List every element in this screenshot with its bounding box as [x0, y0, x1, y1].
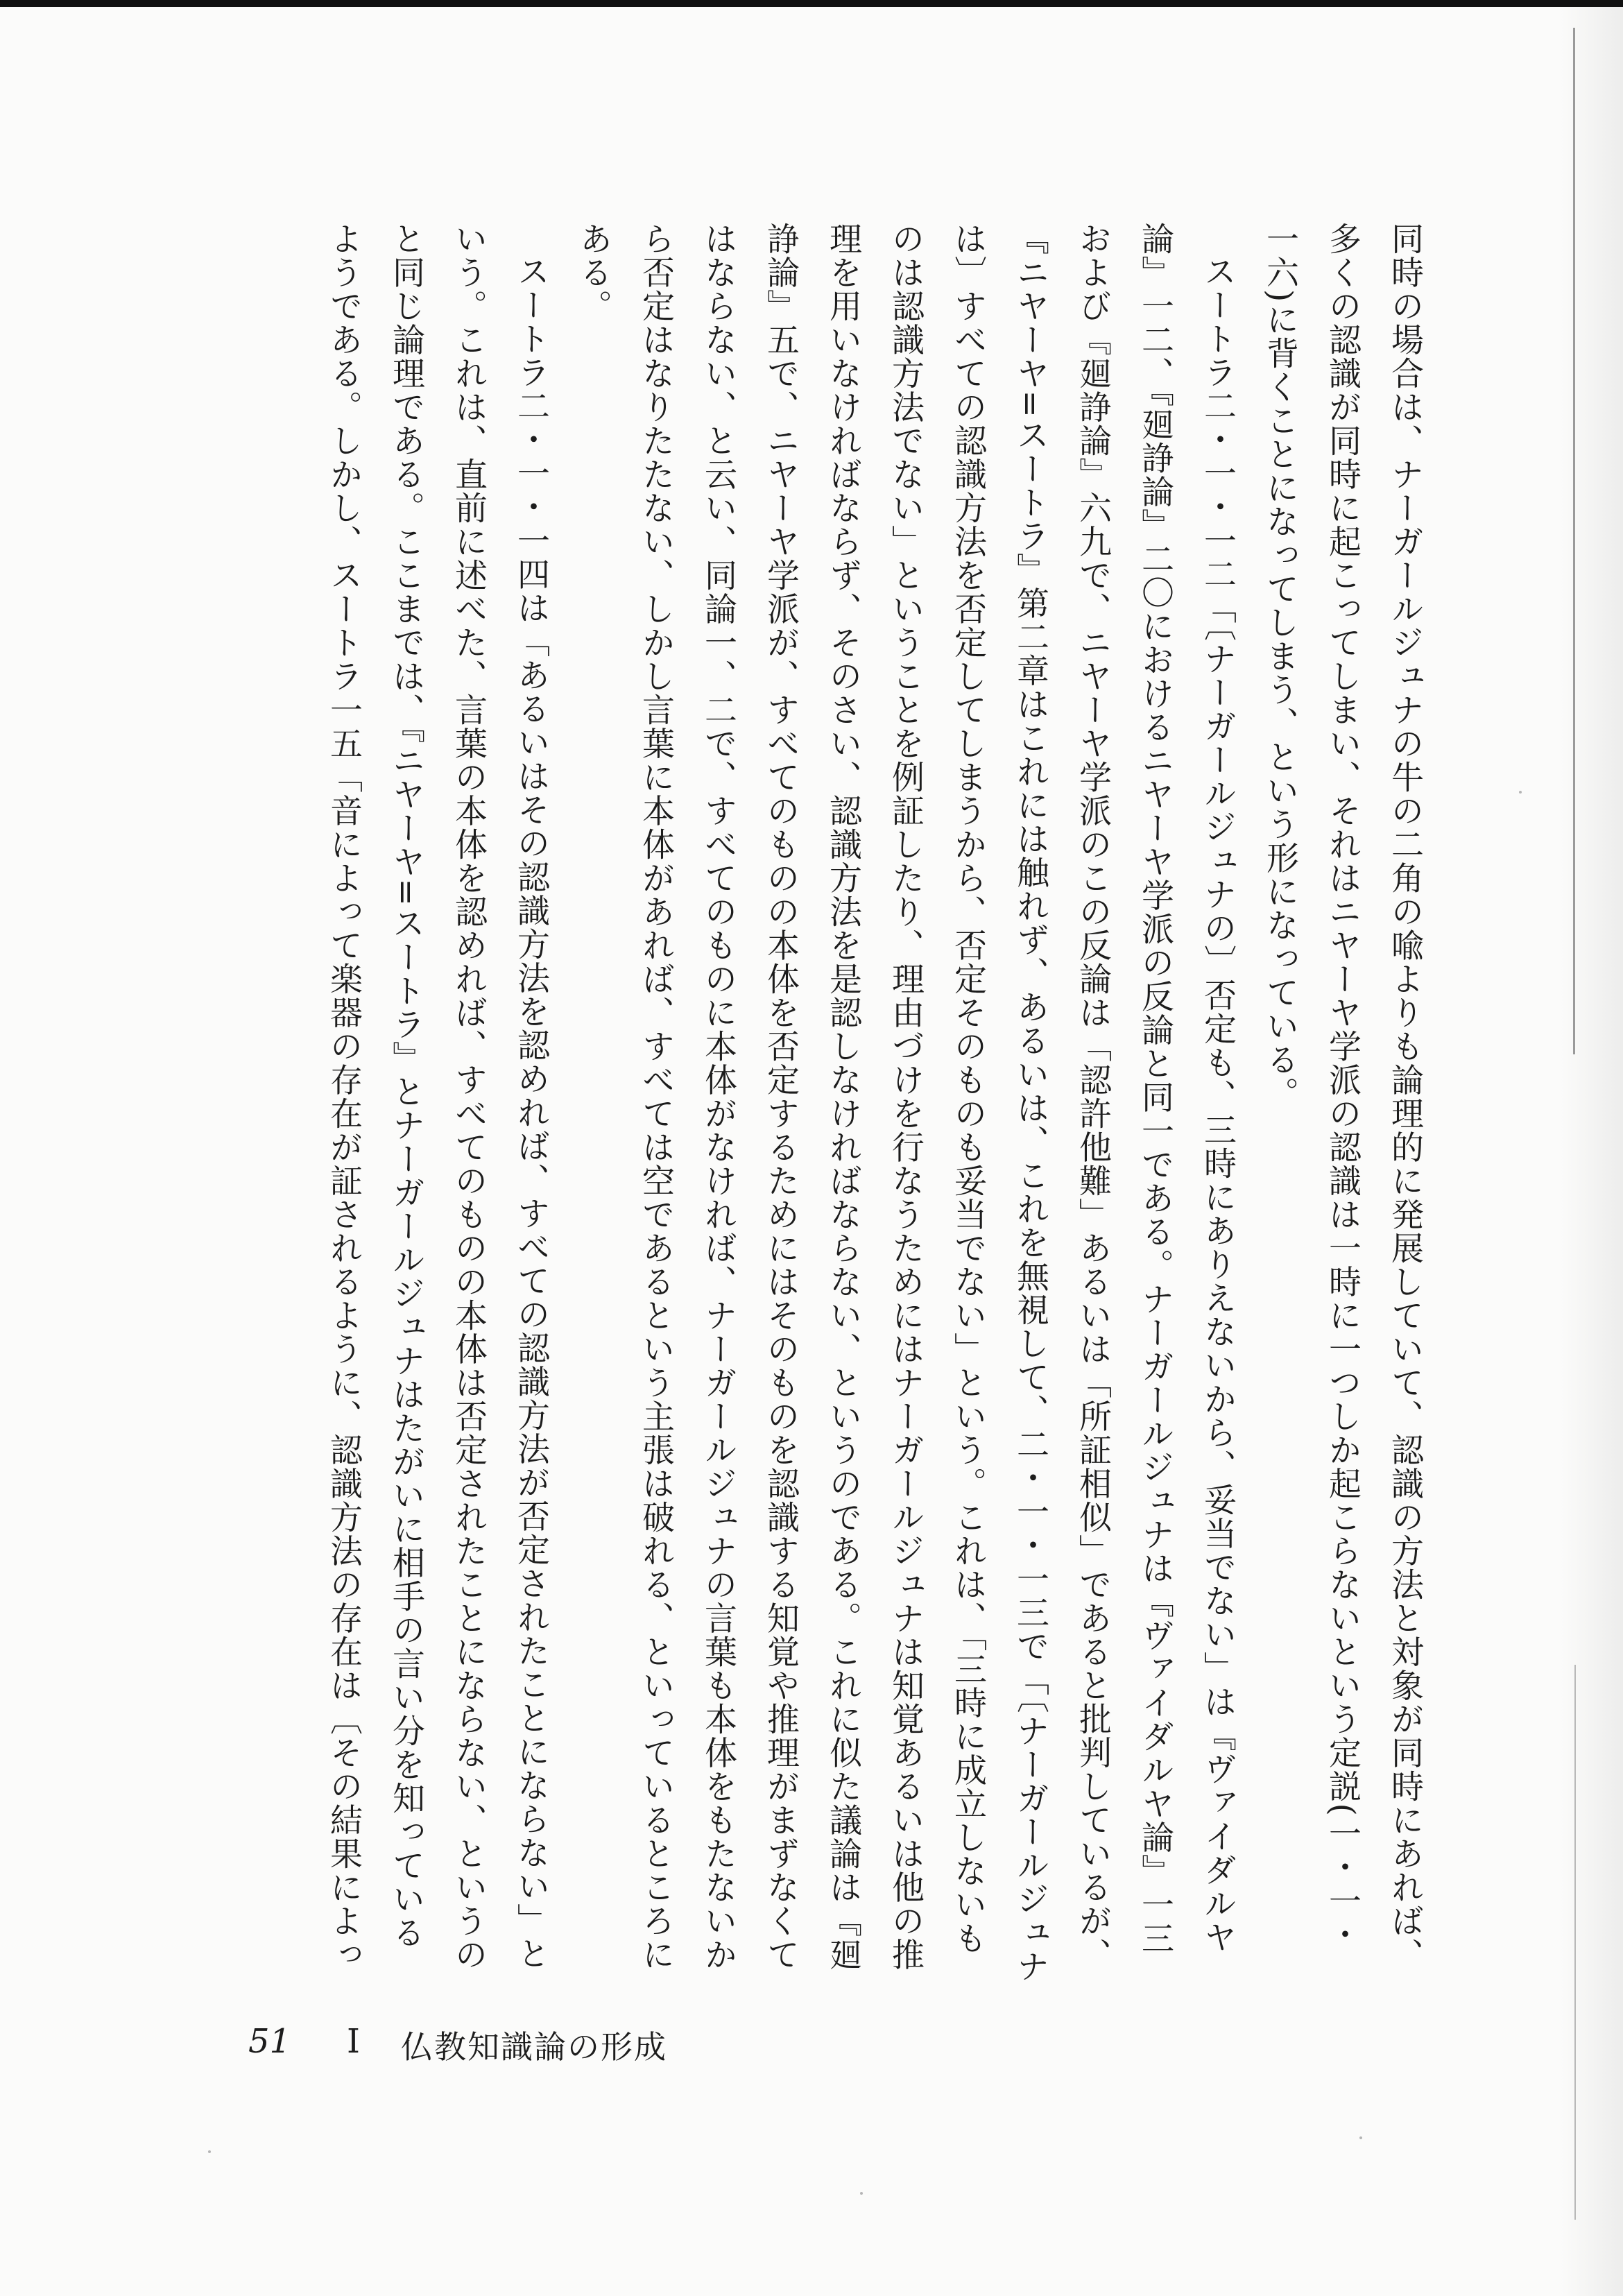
page-edge-shadow: [1561, 7, 1623, 2296]
text-column: スートラ二・一・一四は「あるいはその認識方法を認めれば、すべての認識方法が否定されたことにならない」と: [512, 255, 550, 1971]
text-column: および『廻諍論』六九で、ニヤーヤ学派のこの反論は「認許他難」あるいは「所証相似」であると批判しているが、: [1074, 222, 1112, 1971]
text-column: はならない、と云い、同論一、二で、すべてのものに本体がなければ、ナーガールジュナの言葉も本体をもたないか: [699, 222, 737, 1971]
text-column: ようである。しかし、スートラ一五「音によって楽器の存在が証されるように、認識方法の存在は〔その結果によっ: [325, 222, 363, 1971]
scan-speck: [208, 2150, 211, 2153]
text-column: 諍論』五で、ニヤーヤ学派が、すべてのものの本体を否定するためにはそのものを認識する知覚や推理がまずなくて: [762, 222, 800, 1971]
scan-speck: [1359, 2136, 1362, 2139]
text-column: のは認識方法でない」ということを例証したり、理由づけを行なうためにはナーガールジュナは知覚あるいは他の推: [886, 222, 925, 1971]
page-number: 51: [248, 2022, 291, 2061]
text-column: 理を用いなければならず、そのさい、認識方法を是認しなければならない、というのである。これに似た議論は『廻: [824, 222, 862, 1971]
text-column: ある。: [574, 222, 612, 323]
binding-line-lower: [1574, 1665, 1576, 2220]
scan-speck: [860, 2192, 863, 2195]
text-column: ら否定はなりたたない、しかし言葉に本体があれば、すべては空であるという主張は破れる、といっているところに: [637, 222, 675, 1971]
text-column: スートラ二・一・一二「〔ナーガールジュナの〕否定も、三時にありえないから、妥当でない」は『ヴァイダルヤ: [1199, 255, 1237, 1954]
scan-top-border: [0, 0, 1623, 7]
text-column: 一六)に背くことになってしまう、という形になっている。: [1261, 222, 1299, 1111]
text-column: 論』一二、『廻諍論』二〇におけるニヤーヤ学派の反論と同一である。ナーガールジュナは『ヴァイダルヤ論』一三: [1136, 222, 1174, 1955]
scan-speck: [1519, 791, 1522, 794]
text-column: 同時の場合は、ナーガールジュナの牛の二角の喩よりも論理的に発展していて、認識の方法と対象が同時にあれば、: [1386, 222, 1424, 1971]
text-column: 多くの認識が同時に起こってしまい、それはニヤーヤ学派の認識は一時に一つしか起こらないという定説(一・一・: [1323, 222, 1362, 1952]
binding-line: [1573, 28, 1575, 1054]
vertical-body-text: [250, 222, 1436, 1984]
part-title: 仏教知識論の形成: [401, 2028, 667, 2066]
text-column: いう。これは、直前に述べた、言葉の本体を認めれば、すべてのものの本体は否定されたことにならない、というの: [449, 222, 488, 1971]
text-column: 『ニヤーヤ=スートラ』第二章はこれには触れず、あるいは、これを無視して、二・一・一三で「〔ナーガールジュナ: [1011, 222, 1049, 1984]
text-column: は〕すべての認識方法を否定してしまうから、否定そのものも妥当でない」という。これは、「三時に成立しないも: [949, 222, 987, 1955]
page-footer: [0, 2022, 1623, 2071]
text-column: と同じ論理である。ここまでは、『ニヤーヤ=スートラ』とナーガールジュナはたがいに相手の言い分を知っている: [387, 222, 425, 1950]
part-number: I: [347, 2022, 360, 2061]
